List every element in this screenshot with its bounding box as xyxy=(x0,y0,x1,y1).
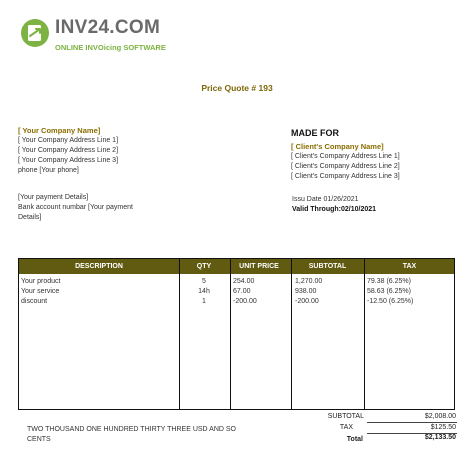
amount-in-words: TWO THOUSAND ONE HUNDRED THIRTY THREE USD AND SO CENTS xyxy=(27,426,236,443)
table-header xyxy=(19,259,454,274)
seller-phone: phone [Your phone] xyxy=(18,167,79,174)
header-subtotal: SUBTOTAL xyxy=(308,263,347,270)
column-divider xyxy=(364,259,365,409)
items-table xyxy=(18,258,455,410)
client-address-line-3: [ Client's Company Address Line 3] xyxy=(291,173,400,180)
header-tax: TAX xyxy=(402,263,417,270)
row-3-qty: 1 xyxy=(202,298,206,305)
row-2-description: Your service xyxy=(21,288,60,295)
tax-label: TAX xyxy=(339,424,353,431)
total-value: $2,133.50 xyxy=(424,434,456,441)
seller-address-line-1: [ Your Company Address Line 1] xyxy=(18,137,119,144)
totals-divider xyxy=(367,422,457,423)
row-1-unit-price: 254.00 xyxy=(233,278,255,285)
column-divider xyxy=(291,259,292,409)
subtotal-label: SUBTOTAL xyxy=(327,413,364,420)
seller-address-line-3: [ Your Company Address Line 3] xyxy=(18,157,119,164)
header-description: DESCRIPTION xyxy=(75,263,123,270)
tax-value: $125.50 xyxy=(430,424,456,431)
seller-company-name: [ Your Company Name] xyxy=(18,126,101,135)
document-title: Price Quote # 193 xyxy=(201,83,273,93)
row-1-tax: 79.38 (6.25%) xyxy=(367,278,411,285)
payment-details-line-3: Details] xyxy=(18,214,42,221)
client-company-name: [ Client's Company Name] xyxy=(291,142,384,151)
logo-icon xyxy=(20,18,50,48)
row-3-description: discount xyxy=(21,298,48,305)
valid-through-date: Valid Through:02/10/2021 xyxy=(292,206,377,213)
issue-date: Issu Date 01/26/2021 xyxy=(292,196,359,203)
row-1-qty: 5 xyxy=(202,278,206,285)
row-2-subtotal: 938.00 xyxy=(295,288,317,295)
payment-details-line-1: [Your payment Details] xyxy=(18,194,89,201)
seller-address-line-2: [ Your Company Address Line 2] xyxy=(18,147,119,154)
row-2-qty: 14h xyxy=(198,288,210,295)
column-divider xyxy=(230,259,231,409)
subtotal-value: $2,008.00 xyxy=(424,413,456,420)
client-address-line-2: [ Client's Company Address Line 2] xyxy=(291,163,400,170)
row-1-subtotal: 1,270.00 xyxy=(295,278,323,285)
total-label: Total xyxy=(346,436,363,443)
client-address-line-1: [ Client's Company Address Line 1] xyxy=(291,153,400,160)
row-3-tax: -12.50 (6.25%) xyxy=(367,298,414,305)
row-1-description: Your product xyxy=(21,278,61,285)
row-2-unit-price: 67.00 xyxy=(233,288,251,295)
row-3-subtotal: -200.00 xyxy=(295,298,319,305)
header-unit-price: UNIT PRICE xyxy=(239,263,279,270)
row-3-unit-price: -200.00 xyxy=(233,298,257,305)
header-qty: QTY xyxy=(196,263,212,270)
row-2-tax: 58.63 (6.25%) xyxy=(367,288,411,295)
made-for-heading: MADE FOR xyxy=(291,128,339,138)
logo-brand: INV24.COM xyxy=(55,17,161,38)
logo-tagline: ONLINE INVOicing SOFTWARE xyxy=(55,43,166,52)
payment-details-line-2: Bank account numbar [Your payment xyxy=(18,204,133,211)
